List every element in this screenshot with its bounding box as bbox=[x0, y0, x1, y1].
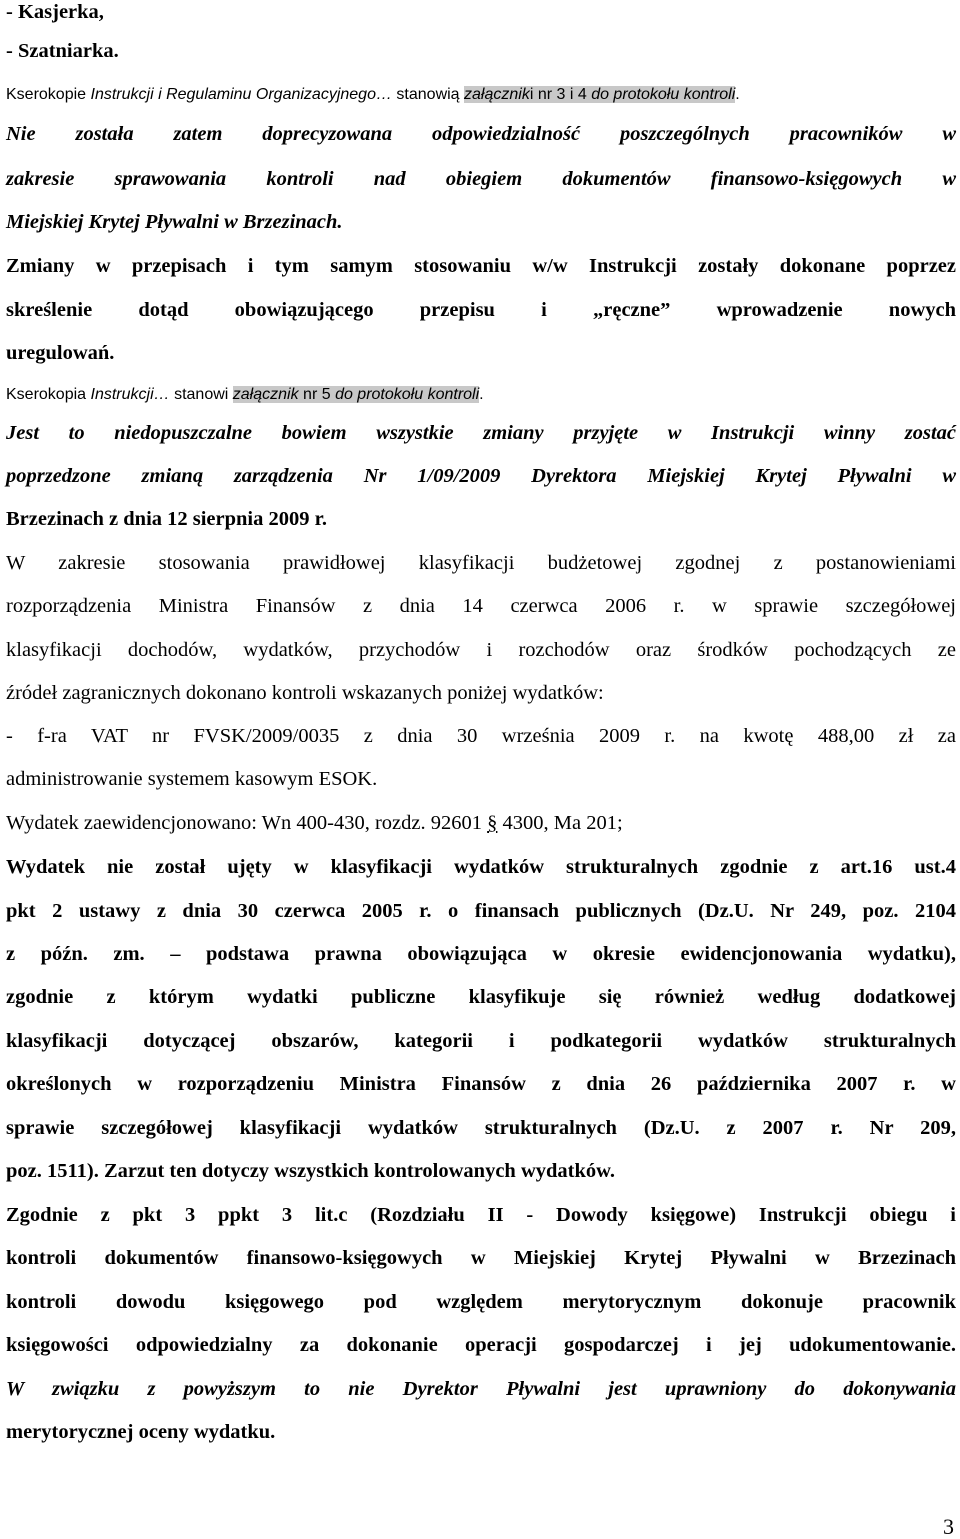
text-segment: do protokołu kontroli bbox=[335, 386, 480, 403]
text-segment: kontroli dokumentów finansowo-księgowych w Miejskiej Krytej Pływalni w Brzezinach bbox=[6, 1247, 956, 1269]
structural-finding-line bbox=[6, 1072, 956, 1096]
text-segment: merytorycznej oceny wydatku. bbox=[6, 1421, 276, 1443]
finding-paragraph-line bbox=[6, 122, 956, 146]
instruction-paragraph-line bbox=[6, 1290, 956, 1314]
text-segment: Brzezinach z dnia 12 sierpnia 2009 r. bbox=[6, 508, 327, 530]
text-segment: 4300, Ma 201; bbox=[497, 812, 623, 834]
invoice-item-line bbox=[6, 724, 956, 748]
structural-finding-line bbox=[6, 855, 956, 879]
text-segment: - Kasjerka, bbox=[6, 1, 104, 23]
text-segment: . bbox=[479, 386, 484, 403]
text-segment: poprzedzone zmianą zarządzenia Nr 1/09/2009 Dyrektora Miejskiej Krytej Pływalni w bbox=[6, 465, 956, 487]
text-segment: W zakresie stosowania prawidłowej klasyfikacji budżetowej zgodnej z postanowieniami bbox=[6, 552, 956, 574]
text-segment: z późn. zm. – podstawa prawna obowiązująca w okresie ewidencjonowania wydatku), bbox=[6, 943, 956, 965]
text-segment: - Szatniarka. bbox=[6, 40, 119, 62]
text-segment: źródeł zagranicznych dokonano kontroli wskazanych poniżej wydatków: bbox=[6, 682, 604, 704]
page-number: 3 bbox=[943, 1514, 954, 1539]
changes-paragraph-line bbox=[6, 298, 956, 322]
text-segment: … bbox=[153, 386, 175, 403]
text-segment: Miejskiej Krytej Pływalni w Brzezinach. bbox=[6, 211, 343, 233]
attachment-note-3-4 bbox=[6, 83, 956, 107]
inadmissible-paragraph-line bbox=[6, 464, 956, 488]
text-segment: zgodnie z którym wydatki publiczne klasyfikuje się również według dodatkowej bbox=[6, 986, 956, 1008]
text-segment: Zgodnie z pkt 3 ppkt 3 lit.c (Rozdziału II - Dowody księgowe) Instrukcji obiegu i bbox=[6, 1204, 956, 1226]
text-segment: załącznik bbox=[464, 86, 530, 103]
text-segment: uregulowań. bbox=[6, 342, 115, 364]
structural-finding-line bbox=[6, 942, 956, 966]
text-segment: do protokołu kontroli bbox=[591, 86, 736, 103]
structural-finding-line bbox=[6, 985, 956, 1009]
text-segment: stanowią bbox=[396, 86, 465, 103]
text-segment: Kserokopie bbox=[6, 86, 91, 103]
text-segment: Nie została zatem doprecyzowana odpowiedzialność poszczególnych pracowników w bbox=[6, 123, 956, 145]
text-segment: administrowanie systemem kasowym ESOK. bbox=[6, 768, 378, 790]
inadmissible-paragraph-line bbox=[6, 421, 956, 445]
text-segment: Zmiany w przepisach i tym samym stosowaniu w/w Instrukcji zostały dokonane poprzez bbox=[6, 255, 956, 277]
text-segment: … bbox=[375, 86, 397, 103]
structural-finding-line bbox=[6, 899, 956, 923]
text-segment: Wydatek zaewidencjonowano: Wn 400-430, rozdz. 92601 bbox=[6, 812, 488, 834]
text-segment: skreślenie dotąd obowiązującego przepisu i „ręczne” wprowadzenie nowych bbox=[6, 299, 956, 321]
booking-entry-line bbox=[6, 811, 956, 835]
conclusion-paragraph-line bbox=[6, 1420, 956, 1444]
text-segment: sprawie szczegółowej klasyfikacji wydatków strukturalnych (Dz.U. z 2007 r. Nr 209, bbox=[6, 1117, 956, 1139]
structural-finding-line bbox=[6, 1116, 956, 1140]
text-segment: . bbox=[735, 86, 740, 103]
text-segment: klasyfikacji dotyczącej obszarów, kategorii i podkategorii wydatków strukturalnych bbox=[6, 1030, 956, 1052]
changes-paragraph-line bbox=[6, 254, 956, 278]
text-segment: zakresie sprawowania kontroli nad obiegiem dokumentów finansowo-księgowych w bbox=[6, 168, 956, 190]
conclusion-paragraph-line bbox=[6, 1377, 956, 1401]
inadmissible-paragraph-line bbox=[6, 507, 956, 531]
changes-paragraph-line bbox=[6, 341, 956, 365]
classification-paragraph-line bbox=[6, 638, 956, 662]
text-segment: określonych w rozporządzeniu Ministra Finansów z dnia 26 października 2007 r. w bbox=[6, 1073, 956, 1095]
text-segment: W związku z powyższym to nie Dyrektor Pływalni jest uprawniony do dokonywania bbox=[6, 1378, 956, 1400]
text-segment: Wydatek nie został ujęty w klasyfikacji wydatków strukturalnych zgodnie z art.16 ust.4 bbox=[6, 856, 956, 878]
text-segment: Jest to niedopuszczalne bowiem wszystkie zmiany przyjęte w Instrukcji winny zostać bbox=[6, 422, 956, 444]
text-segment: księgowości odpowiedzialny za dokonanie operacji gospodarczej i jej udokumentowanie. bbox=[6, 1334, 956, 1356]
list-item-szatniarka bbox=[6, 39, 956, 63]
text-segment: Instrukcji i Regulaminu Organizacyjnego bbox=[90, 86, 376, 103]
list-item-kasjerka bbox=[6, 0, 956, 24]
text-segment: stanowi bbox=[174, 386, 233, 403]
attachment-note-5 bbox=[6, 383, 956, 407]
text-segment: i nr 3 i 4 bbox=[529, 86, 592, 103]
text-segment: Instrukcji bbox=[90, 386, 154, 403]
classification-paragraph-line bbox=[6, 551, 956, 575]
text-segment: nr 5 bbox=[298, 386, 336, 403]
text-segment: § bbox=[487, 812, 498, 834]
classification-paragraph-line bbox=[6, 594, 956, 618]
text-segment: pkt 2 ustawy z dnia 30 czerwca 2005 r. o finansach publicznych (Dz.U. Nr 249, poz. 2104 bbox=[6, 900, 956, 922]
structural-finding-line bbox=[6, 1159, 956, 1183]
text-segment: Kserokopia bbox=[6, 386, 91, 403]
instruction-paragraph-line bbox=[6, 1333, 956, 1357]
text-segment: klasyfikacji dochodów, wydatków, przychodów i rozchodów oraz środków pochodzących ze bbox=[6, 639, 956, 661]
structural-finding-line bbox=[6, 1029, 956, 1053]
text-segment: - f-ra VAT nr FVSK/2009/0035 z dnia 30 września 2009 r. na kwotę 488,00 zł za bbox=[6, 725, 956, 747]
invoice-item-line bbox=[6, 767, 956, 791]
instruction-paragraph-line bbox=[6, 1246, 956, 1270]
instruction-paragraph-line bbox=[6, 1203, 956, 1227]
classification-paragraph-line bbox=[6, 681, 956, 705]
text-segment: rozporządzenia Ministra Finansów z dnia 14 czerwca 2006 r. w sprawie szczegółowej bbox=[6, 595, 956, 617]
text-segment: kontroli dowodu księgowego pod względem merytorycznym dokonuje pracownik bbox=[6, 1291, 956, 1313]
text-segment: załącznik bbox=[232, 386, 299, 403]
finding-paragraph-line bbox=[6, 210, 956, 234]
text-segment: poz. 1511). Zarzut ten dotyczy wszystkich kontrolowanych wydatków. bbox=[6, 1160, 615, 1182]
finding-paragraph-line bbox=[6, 167, 956, 191]
